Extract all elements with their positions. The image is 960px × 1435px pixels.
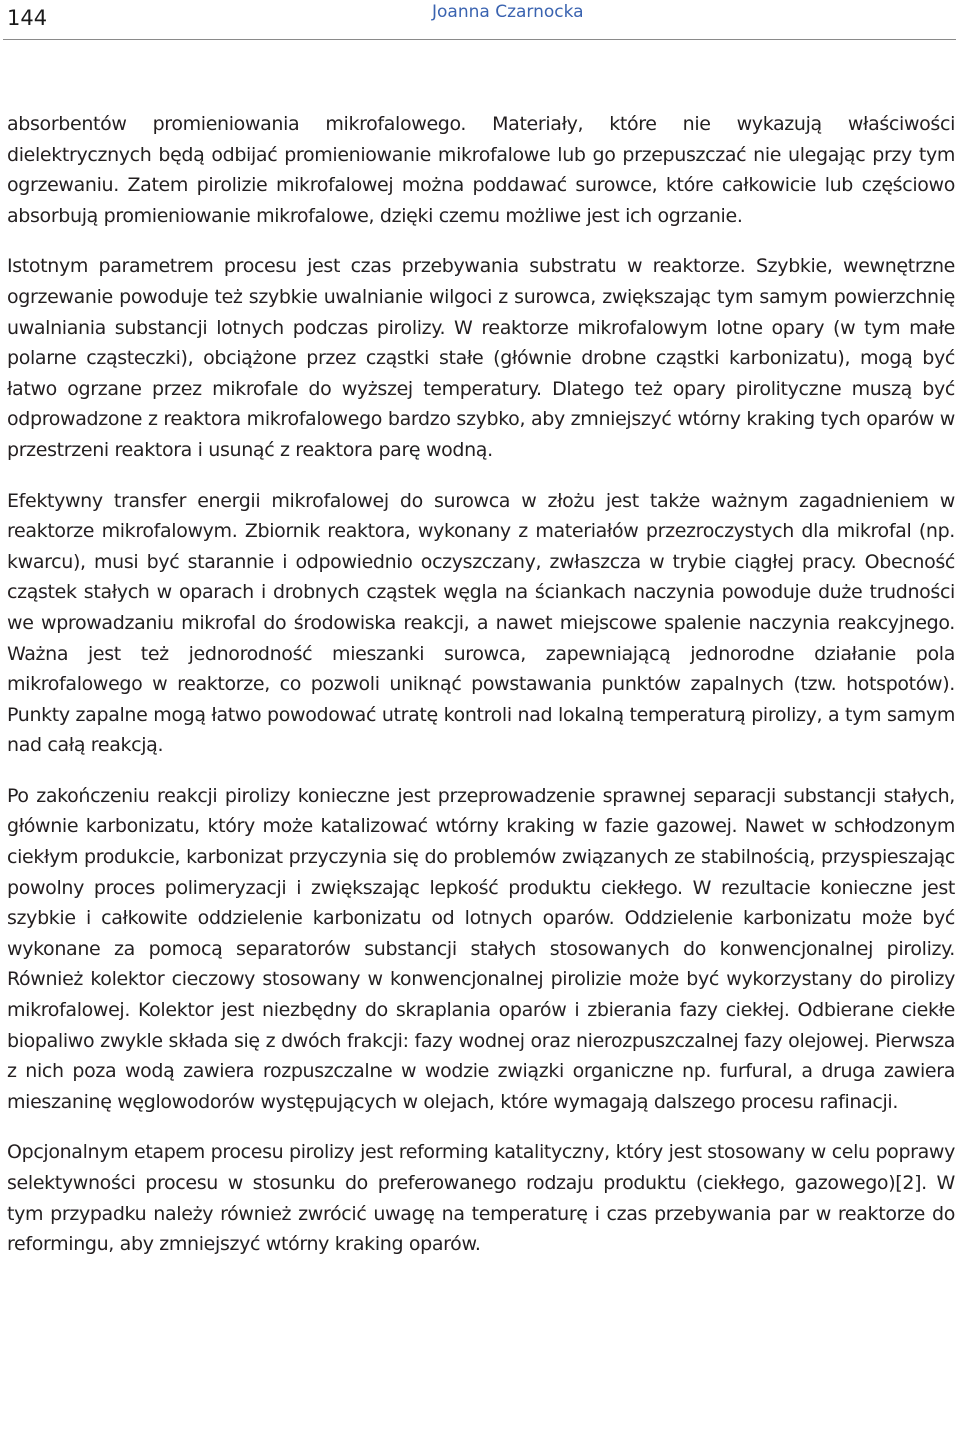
paragraph: absorbentów promieniowania mikrofalowego. Materiały, które nie wykazują właściwości dielektrycznych będą odbijać promieniowanie mikrofalowe lub go przepuszczać nie ulegając przy tym ogrzewaniu. Zatem pirolizie mikrofalowej można poddawać surowce, które całkowicie lub częściowo absorbują promieniowanie mikrofalowe, dzięki czemu możliwe jest ich ogrzanie. xyxy=(7,113,955,227)
paragraph: Efektywny transfer energii mikrofalowej do surowca w złożu jest także ważnym zagadnieniem w reaktorze mikrofalowym. Zbiornik reaktora, wykonany z materiałów przezroczystych dla mikrofal (np. kwarcu), musi być starannie i odpowiednio oczyszczany, zwłaszcza w trybie ciągłej pracy. Obecność cząstek stałych w oparach i drobnych cząstek węgla na ściankach naczynia powoduje duże trudności we wprowadzaniu mikrofal do środowiska reakcji, a nawet miejscowe spalenie naczynia reakcyjnego. Ważna jest też jednorodność mieszanki surowca, zapewniającą jednorodne działanie pola mikrofalowego w reaktorze, co pozwoli uniknąć powstawania punktów zapalnych (tzw. hotspotów). Punkty zapalne mogą łatwo powodować utratę kontroli nad lokalną temperaturą pirolizy, a tym samym nad całą reakcją. xyxy=(7,489,955,757)
body-text xyxy=(7,109,955,1260)
page-number: 144 xyxy=(7,6,48,30)
header-divider xyxy=(3,39,956,40)
running-header-author: Joanna Czarnocka xyxy=(432,2,584,22)
page-header xyxy=(0,0,960,40)
paragraph: Po zakończeniu reakcji pirolizy konieczne jest przeprowadzenie sprawnej separacji substancji stałych, głównie karbonizatu, który może katalizować wtórny kraking w fazie gazowej. Nawet w schłodzonym ciekłym produkcie, karbonizat przyczynia się do problemów związanych ze stabilnością, przyspieszając powolny proces polimeryzacji i zwiększając lepkość produktu ciekłego. W rezultacie konieczne jest szybkie i całkowite oddzielenie karbonizatu od lotnych oparów. Oddzielenie karbonizatu może być wykonane za pomocą separatorów substancji stałych stosowanych do konwencjonalnej pirolizy. Również kolektor cieczowy stosowany w konwencjonalnej pirolizie może być wykorzystany do pirolizy mikrofalowej. Kolektor jest niezbędny do skraplania oparów i zbierania fazy ciekłej. Odbierane ciekłe biopaliwo zwykle składa się z dwóch frakcji: fazy wodnej oraz nierozpuszczalnej fazy olejowej. Pierwsza z nich poza wodą zawiera rozpuszczalne w wodzie związki organiczne np. furfural, a druga zawiera mieszaninę węglowodorów występujących w olejach, które wymagają dalszego procesu rafinacji. xyxy=(7,784,955,1113)
paragraph: Istotnym parametrem procesu jest czas przebywania substratu w reaktorze. Szybkie, wewnętrzne ogrzewanie powoduje też szybkie uwalnianie wilgoci z surowca, zwiększając tym samym powierzchnię uwalniania substancji lotnych podczas pirolizy. W reaktorze mikrofalowym lotne opary (w tym małe polarne cząsteczki), obciążone przez cząstki stałe (głównie drobne cząstki karbonizatu), mogą być łatwo ogrzane przez mikrofale do wyższej temperatury. Dlatego też opary pirolityczne muszą być odprowadzone z reaktora mikrofalowego bardzo szybko, aby zmniejszyć wtórny kraking tych oparów w przestrzeni reaktora i usunąć z reaktora parę wodną. xyxy=(7,255,955,461)
paragraph: Opcjonalnym etapem procesu pirolizy jest reforming katalityczny, który jest stosowany w celu poprawy selektywności procesu w stosunku do preferowanego rodzaju produktu (ciekłego, gazowego)[2]. W tym przypadku należy również zwrócić uwagę na temperaturę i czas przebywania par w reaktorze do reformingu, aby zmniejszyć wtórny kraking oparów. xyxy=(7,1141,955,1256)
